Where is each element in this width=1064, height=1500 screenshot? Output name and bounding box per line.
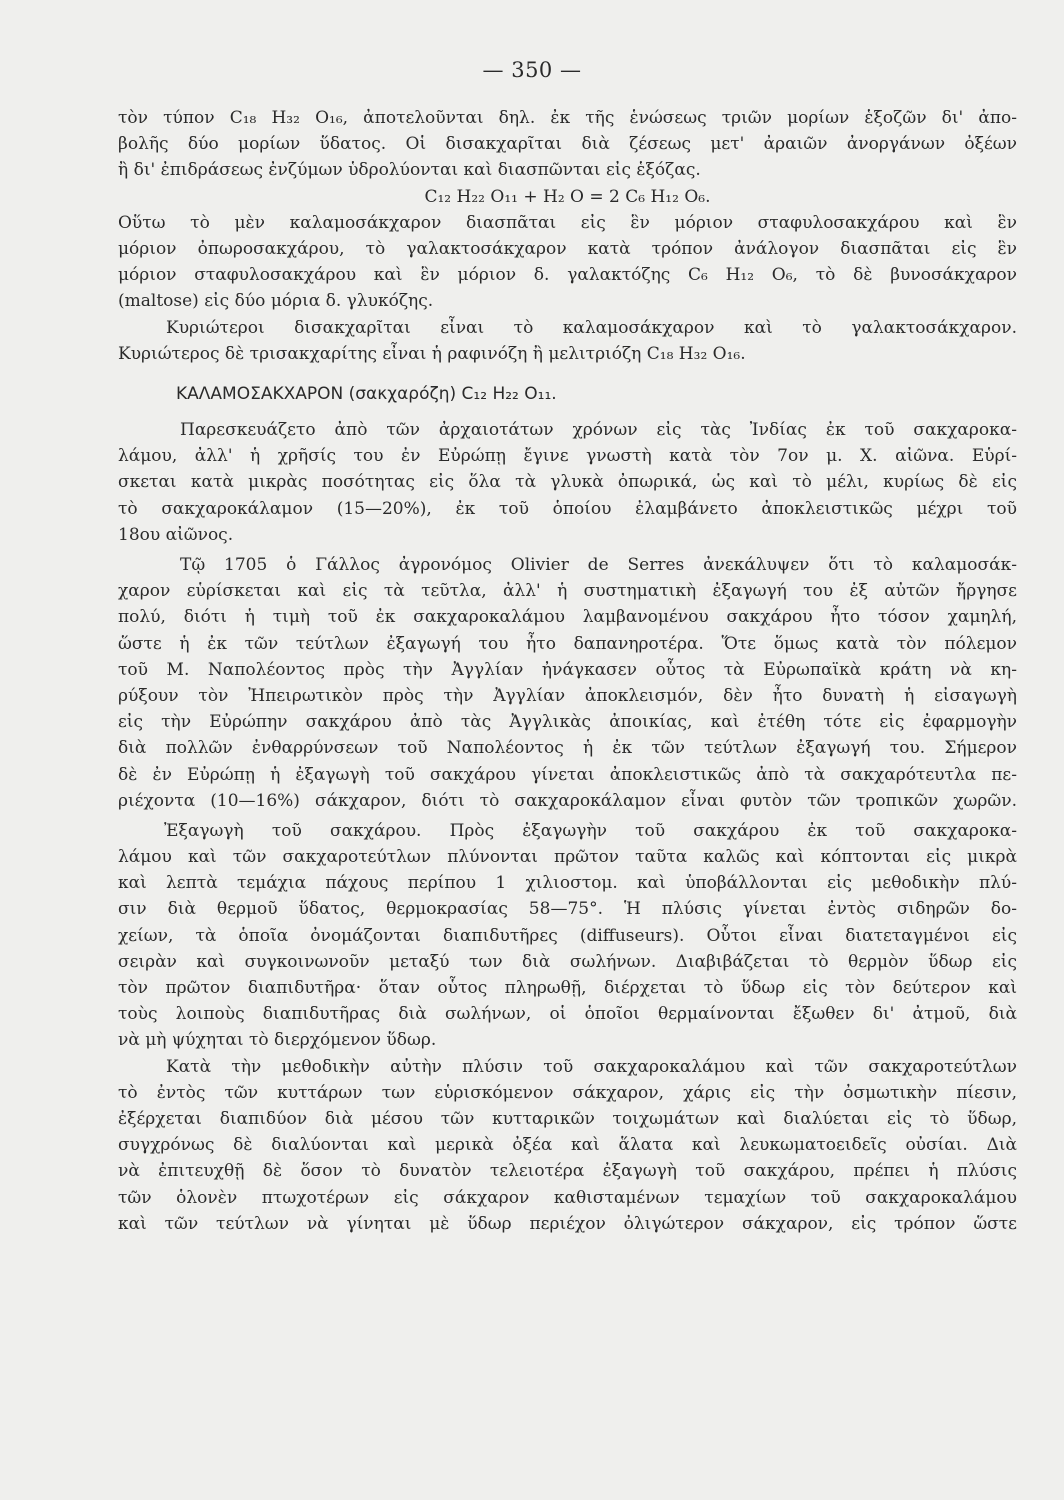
text-line: μόριον ὀπωροσακχάρου, τὸ γαλακτοσάκχαρον κατὰ τρόπον ἀνάλογον διασπᾶται εἰς ἓν [118, 238, 1017, 259]
text-line: ἢ δι' ἐπιδράσεως ἐνζύμων ὑδρολύονται καὶ διασπῶνται εἰς ἑξόζας. [118, 160, 701, 181]
text-line: ρύξουν τὸν Ἠπειρωτικὸν πρὸς τὴν Ἀγγλίαν ἀποκλεισμόν, δὲν ἦτο δυνατὴ ἡ εἰσαγωγὴ [118, 685, 1017, 706]
text-line: τὸ ἐντὸς τῶν κυττάρων των εὑρισκόμενον σάκχαρον, χάρις εἰς τὴν ὀσμωτικὴν πίεσιν, [118, 1082, 1017, 1103]
text-line: μόριον σταφυλοσακχάρου καὶ ἓν μόριον δ. γαλακτόζης C₆ H₁₂ O₆, τὸ δὲ βυνοσάκχαρον [118, 265, 1017, 286]
text-line: νὰ μὴ ψύχηται τὸ διερχόμενον ὕδωρ. [118, 1030, 437, 1051]
text-line: 18ου αἰῶνος. [118, 524, 234, 545]
text-line: τὸ σακχαροκάλαμον (15—20%), ἐκ τοῦ ὁποίου ἐλαμβάνετο ἀποκλειστικῶς μέχρι τοῦ [118, 498, 1017, 519]
text-line: Κυριώτεροι δισακχαρῖται εἶναι τὸ καλαμοσάκχαρον καὶ τὸ γαλακτοσάκχαρον. [166, 317, 1017, 338]
text-line: ὥστε ἡ ἐκ τῶν τεύτλων ἐξαγωγή του ἦτο δαπανηροτέρα. Ὅτε ὅμως κατὰ τὸν πόλεμον [118, 633, 1017, 654]
text-line: εἰς τὴν Εὐρώπην σακχάρου ἀπὸ τὰς Ἀγγλικὰς ἀποικίας, καὶ ἐτέθη τότε εἰς ἐφαρμογὴν [118, 712, 1017, 733]
text-line: λάμου, ἀλλ' ἡ χρῆσίς του ἐν Εὐρώπῃ ἔγινε γνωστὴ κατὰ τὸν 7ον μ. Χ. αἰῶνα. Εὑρί- [118, 446, 1017, 467]
text-line: σιν διὰ θερμοῦ ὕδατος, θερμοκρασίας 58—75°. Ἡ πλύσις γίνεται ἐντὸς σιδηρῶν δο- [118, 899, 1017, 920]
text-line: ἐξέρχεται διαπιδύον διὰ μέσου τῶν κυτταρικῶν τοιχωμάτων καὶ διαλύεται εἰς τὸ ὕδωρ, [118, 1108, 1017, 1129]
text-line: σειρὰν καὶ συγκοινωνοῦν μεταξύ των διὰ σωλήνων. Διαβιβάζεται τὸ θερμὸν ὕδωρ εἰς [118, 951, 1017, 972]
page-text [118, 105, 1017, 1237]
text-line: βολῆς δύο μορίων ὕδατος. Οἱ δισακχαρῖται διὰ ζέσεως μετ' ἀραιῶν ἀνοργάνων ὀξέων [118, 134, 1017, 155]
text-line: δὲ ἐν Εὐρώπῃ ἡ ἐξαγωγὴ τοῦ σακχάρου γίνεται ἀποκλειστικῶς ἀπὸ τὰ σακχαρότευτλα πε- [118, 764, 1017, 785]
text-line: χείων, τὰ ὁποῖα ὀνομάζονται διαπιδυτῆρες (diffuseurs). Οὗτοι εἶναι διατεταγμένοι εἰς [118, 925, 1017, 946]
text-line: τῶν ὁλονὲν πτωχοτέρων εἰς σάκχαρον καθισταμένων τεμαχίων τοῦ σακχαροκαλάμου [118, 1187, 1017, 1208]
text-line: Τῷ 1705 ὁ Γάλλος ἀγρονόμος Olivier de Serres ἀνεκάλυψεν ὅτι τὸ καλαμοσάκ- [180, 555, 1017, 575]
equation: C₁₂ H₂₂ O₁₁ + H₂ O = 2 C₆ H₁₂ O₆. [424, 186, 711, 207]
text-line: ριέχοντα (10—16%) σάκχαρον, διότι τὸ σακχαροκάλαμον εἶναι φυτὸν τῶν τροπικῶν χωρῶν. [118, 790, 1017, 811]
text-line: Παρεσκευάζετο ἀπὸ τῶν ἀρχαιοτάτων χρόνων εἰς τὰς Ἰνδίας ἐκ τοῦ σακχαροκα- [180, 420, 1017, 441]
text-line: διὰ πολλῶν ἐνθαρρύνσεων τοῦ Ναπολέοντος ἡ ἐκ τῶν τεύτλων ἐξαγωγή του. Σήμερον [118, 738, 1017, 759]
text-line: Κυριώτερος δὲ τρισακχαρίτης εἶναι ἡ ραφινόζη ἢ μελιτριόζη C₁₈ H₃₂ O₁₆. [118, 343, 746, 364]
text-line: συγχρόνως δὲ διαλύονται καὶ μερικὰ ὀξέα καὶ ἅλατα καὶ λευκωματοειδεῖς οὐσίαι. Διὰ [118, 1135, 1017, 1156]
text-line: Οὕτω τὸ μὲν καλαμοσάκχαρον διασπᾶται εἰς ἓν μόριον σταφυλοσακχάρου καὶ ἓν [118, 212, 1017, 233]
page-number: — 350 — [482, 58, 582, 82]
text-line: τοὺς λοιποὺς διαπιδυτῆρας διὰ σωλήνων, οἱ ὁποῖοι θερμαίνονται ἔξωθεν δι' ἀτμοῦ, διὰ [118, 1004, 1017, 1025]
text-line: Κατὰ τὴν μεθοδικὴν αὐτὴν πλύσιν τοῦ σακχαροκαλάμου καὶ τῶν σακχαροτεύτλων [166, 1056, 1017, 1077]
text-line: τὸν πρῶτον διαπιδυτῆρα· ὅταν οὗτος πληρωθῇ, διέρχεται τὸ ὕδωρ εἰς τὸν δεύτερον καὶ [118, 978, 1017, 998]
text-line: νὰ ἐπιτευχθῇ δὲ ὅσον τὸ δυνατὸν τελειοτέρα ἐξαγωγὴ τοῦ σακχάρου, πρέπει ἡ πλύσις [118, 1161, 1017, 1182]
section-heading: ΚΑΛΑΜΟΣΑΚΧΑΡΟΝ (σακχαρόζη) C₁₂ H₂₂ O₁₁. [176, 383, 557, 404]
text-line: καὶ λεπτὰ τεμάχια πάχους περίπου 1 χιλιοστομ. καὶ ὑποβάλλονται εἰς μεθοδικὴν πλύ- [118, 873, 1017, 894]
text-line: (maltose) εἰς δύο μόρια δ. γλυκόζης. [118, 291, 434, 312]
text-line: καὶ τῶν τεύτλων νὰ γίνηται μὲ ὕδωρ περιέχον ὀλιγώτερον σάκχαρον, εἰς τρόπον ὥστε [118, 1213, 1017, 1234]
text-line: χαρον εὑρίσκεται καὶ εἰς τὰ τεῦτλα, ἀλλ' ἡ συστηματικὴ ἐξαγωγή του ἐξ αὐτῶν ἤργησε [118, 581, 1017, 602]
text-line: λάμου καὶ τῶν σακχαροτεύτλων πλύνονται πρῶτον ταῦτα καλῶς καὶ κόπτονται εἰς μικρὰ [118, 847, 1017, 868]
text-line: τὸν τύπον C₁₈ H₃₂ O₁₆, ἀποτελοῦνται δηλ. ἐκ τῆς ἑνώσεως τριῶν μορίων ἑξοζῶν δι' ἀπο- [118, 108, 1017, 128]
section-lead-line: Ἐξαγωγὴ τοῦ σακχάρου. Πρὸς ἐξαγωγὴν τοῦ σακχάρου ἐκ τοῦ σακχαροκα- [164, 820, 1017, 841]
text-line: τοῦ Μ. Ναπολέοντος πρὸς τὴν Ἀγγλίαν ἠνάγκασεν οὗτος τὰ Εὐρωπαϊκὰ κράτη νὰ κη- [118, 659, 1017, 680]
text-line: σκεται κατὰ μικρὰς ποσότητας εἰς ὅλα τὰ γλυκὰ ὀπωρικά, ὡς καὶ τὸ μέλι, κυρίως δὲ εἰς [118, 472, 1017, 493]
text-line: πολύ, διότι ἡ τιμὴ τοῦ ἐκ σακχαροκαλάμου λαμβανομένου σακχάρου ἦτο τόσον χαμηλή, [118, 607, 1017, 628]
